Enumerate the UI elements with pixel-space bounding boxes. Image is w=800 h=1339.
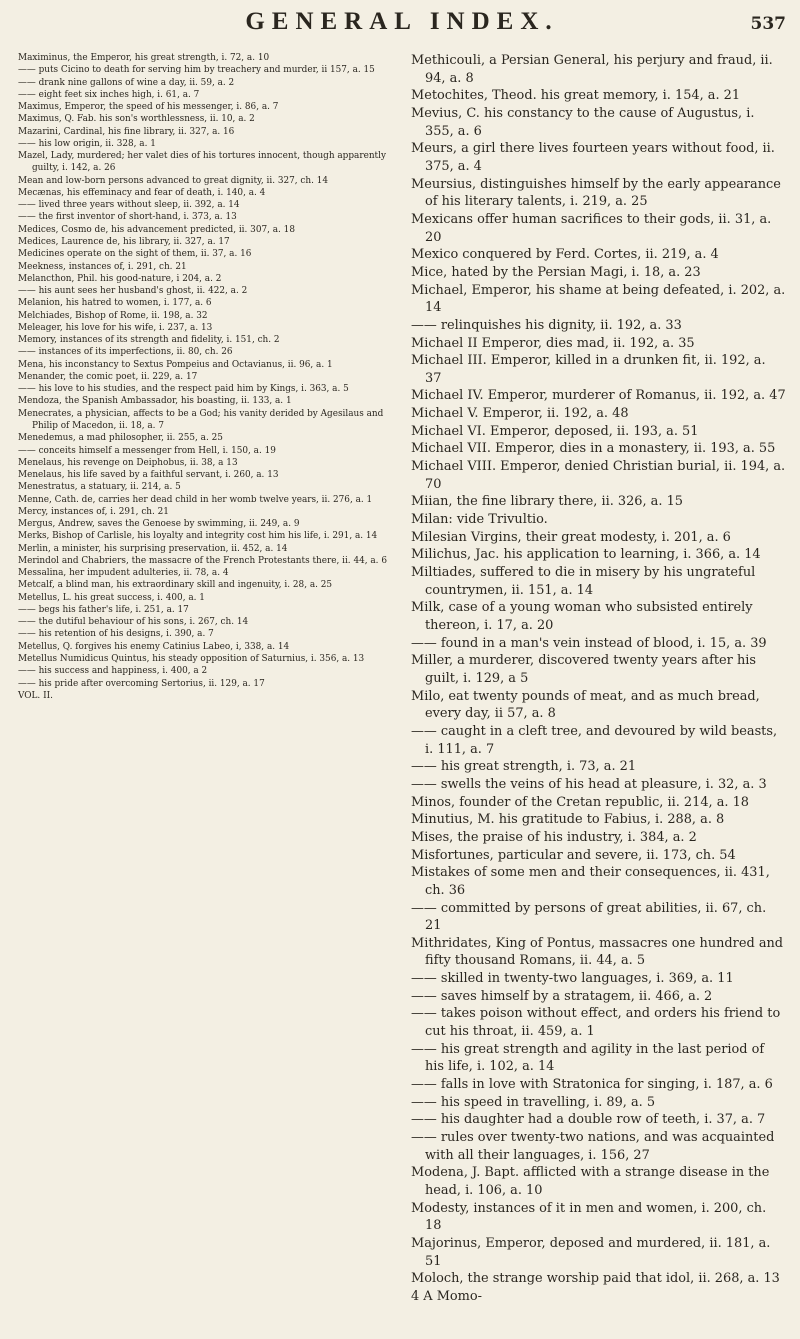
index-entry: Metellus, L. his great success, i. 400, a. 1 [18, 592, 205, 603]
index-entry: —— drank nine gallons of wine a day, ii. 59, a. 2 [18, 77, 235, 88]
index-entry: Mazarini, Cardinal, his fine library, ii. 327, a. 16 [18, 126, 235, 137]
index-entry: —— eight feet six inches high, i. 61, a. 7 [18, 89, 200, 100]
index-entry: Michael IV. Emperor, murderer of Romanus, ii. 192, a. 47 [411, 388, 786, 404]
index-entry: Menecrates, a physician, affects to be a God; his vanity derided by Agesilaus and Philip of Macedon, ii. 18, a. 7 [18, 408, 384, 431]
index-entry: Miian, the fine library there, ii. 326, a. 15 [411, 494, 683, 510]
index-entry: —— conceits himself a messenger from Hell, i. 150, a. 19 [18, 445, 276, 456]
index-entry: —— swells the veins of his head at pleasure, i. 32, a. 3 [411, 776, 767, 792]
index-entry: Methicouli, a Persian General, his perjury and fraud, ii. 94, a. 8 [411, 53, 773, 86]
index-entry: Mena, his inconstancy to Sextus Pompeius and Octavianus, ii. 96, a. 1 [18, 359, 333, 370]
index-entry: —— his great strength, i. 73, a. 21 [411, 759, 637, 775]
index-entry: Mexico conquered by Ferd. Cortes, ii. 219, a. 4 [411, 247, 719, 263]
index-entry: —— takes poison without effect, and orders his friend to cut his throat, ii. 459, a. 1 [411, 1006, 781, 1040]
index-entry: —— his aunt sees her husband's ghost, ii. 422, a. 2 [18, 286, 248, 297]
index-entry: Milk, case of a young woman who subsisted entirely thereon, i. 17, a. 20 [411, 600, 753, 633]
index-entry: Meurs, a girl there lives fourteen years without food, ii. 375, a. 4 [411, 141, 775, 174]
index-entry: —— his pride after overcoming Sertorius, ii. 129, a. 17 [18, 678, 265, 689]
index-entry: Menne, Cath. de, carries her dead child in her womb twelve years, ii. 276, a. 1 [18, 494, 373, 505]
index-entry: Merks, Bishop of Carlisle, his loyalty and integrity cost him his life, i. 291, a. 14 [18, 531, 378, 542]
index-entry: Menelaus, his life saved by a faithful servant, i. 260, a. 13 [18, 470, 279, 481]
index-entry: Melanion, his hatred to women, i. 177, a. 6 [18, 298, 212, 309]
index-entry: Merlin, a minister, his surprising preservation, ii. 452, a. 14 [18, 543, 288, 554]
index-entry: Majorinus, Emperor, deposed and murdered, ii. 181, a. 51 [411, 1235, 771, 1269]
index-entry: Mecænas, his effeminacy and fear of death, i. 140, a. 4 [18, 187, 266, 198]
index-entry: Meekness, instances of, i. 291, ch. 21 [18, 261, 187, 272]
index-entry: Modesty, instances of it in men and women, i. 200, ch. 18 [411, 1200, 767, 1234]
index-entry: Maximus, Q. Fab. his son's worthlessness, ii. 10, a. 2 [18, 114, 255, 125]
index-entry: —— his love to his studies, and the respect paid him by Kings, i. 363, a. 5 [18, 384, 349, 395]
index-entry: Metellus, Q. forgives his enemy Catinius Labeo, i, 338, a. 14 [18, 641, 290, 652]
index-entry: Minutius, M. his gratitude to Fabius, i. 288, a. 8 [411, 812, 725, 828]
index-entry: —— his retention of his designs, i. 390, a. 7 [18, 629, 214, 640]
index-entry: Miltiades, suffered to die in misery by his ungrateful countrymen, ii. 151, a. 14 [411, 565, 756, 598]
index-entry: —— his low origin, ii. 328, a. 1 [18, 138, 156, 149]
index-columns [18, 52, 786, 1306]
index-entry: Memory, instances of its strength and fidelity, i. 151, ch. 2 [18, 335, 280, 346]
index-entry: Meleager, his love for his wife, i. 237, a. 13 [18, 322, 213, 333]
page-number: 537 [750, 14, 786, 34]
index-entry: Mevius, C. his constancy to the cause of Augustus, i. 355, a. 6 [411, 105, 755, 139]
index-entry: Mice, hated by the Persian Magi, i. 18, a. 23 [411, 264, 701, 280]
index-entry: Maximinus, the Emperor, his great strength, i. 72, a. 10 [18, 53, 270, 63]
index-entry: Menelaus, his revenge on Deiphobus, ii. 38, a 13 [18, 457, 238, 468]
index-entry: —— falls in love with Stratonica for singing, i. 187, a. 6 [411, 1077, 773, 1093]
index-entry: VOL. II. [18, 690, 53, 701]
index-entry: —— instances of its imperfections, ii. 80, ch. 26 [18, 347, 233, 358]
index-entry: —— his great strength and agility in the last period of his life, i. 102, a. 14 [411, 1041, 765, 1075]
index-entry: Melchiades, Bishop of Rome, ii. 198, a. 32 [18, 310, 208, 321]
index-entry: Michael VII. Emperor, dies in a monastery, ii. 193, a. 55 [411, 441, 776, 457]
left-column [18, 52, 393, 1306]
page-title: GENERAL INDEX. [245, 8, 559, 35]
page-header [18, 8, 786, 52]
index-entry: —— found in a man's vein instead of blood, i. 15, a. 39 [411, 635, 767, 651]
index-entry: Mazel, Lady, murdered; her valet dies of his tortures innocent, though apparently guilty, i. 142, a. 26 [18, 151, 386, 174]
index-entry: Meursius, distinguishes himself by the early appearance of his literary talents, i. 219, a. 25 [411, 176, 781, 210]
index-entry: —— his success and happiness, i. 400, a 2 [18, 666, 208, 677]
index-entry: —— the first inventor of short-hand, i. 373, a. 13 [18, 212, 237, 223]
index-entry: Metochites, Theod. his great memory, i. 154, a. 21 [411, 88, 741, 104]
index-entry: —— his speed in travelling, i. 89, a. 5 [411, 1094, 656, 1110]
index-entry: Mendoza, the Spanish Ambassador, his boasting, ii. 133, a. 1 [18, 396, 292, 407]
index-entry: Miller, a murderer, discovered twenty years after his guilt, i. 129, a 5 [411, 653, 756, 686]
index-entry: —— rules over twenty-two nations, and was acquainted with all their languages, i. 156, 27 [411, 1130, 775, 1163]
right-column [411, 52, 786, 1306]
index-entry: —— puts Cicino to death for serving him by treachery and murder, ii 157, a. 15 [18, 65, 375, 76]
index-entry: Menedemus, a mad philosopher, ii. 255, a. 25 [18, 433, 223, 444]
index-entry: Mises, the praise of his industry, i. 384, a. 2 [411, 829, 697, 845]
index-entry: Medices, Laurence de, his library, ii. 327, a. 17 [18, 236, 230, 247]
index-entry: Metellus Numidicus Quintus, his steady opposition of Saturnius, i. 356, a. 13 [18, 654, 365, 665]
index-entry: Milo, eat twenty pounds of meat, and as much bread, every day, ii 57, a. 8 [411, 688, 760, 722]
index-entry: 4 A Momo- [411, 1288, 483, 1304]
index-entry: Maximus, Emperor, the speed of his messenger, i. 86, a. 7 [18, 102, 279, 113]
index-entry: Messalina, her impudent adulteries, ii. 78, a. 4 [18, 568, 229, 579]
index-entry: Mithridates, King of Pontus, massacres one hundred and fifty thousand Romans, ii. 44, a. 5 [411, 935, 784, 969]
index-entry: Michael, Emperor, his shame at being defeated, i. 202, a. 14 [411, 282, 786, 316]
index-entry: —— committed by persons of great abilities, ii. 67, ch. 21 [411, 900, 767, 934]
index-entry: Moloch, the strange worship paid that idol, ii. 268, a. 13 [411, 1271, 780, 1287]
index-entry: —— caught in a cleft tree, and devoured by wild beasts, i. 111, a. 7 [411, 723, 778, 757]
index-entry: Michael V. Emperor, ii. 192, a. 48 [411, 406, 629, 422]
index-entry: Mistakes of some men and their consequences, ii. 431, ch. 36 [411, 865, 770, 898]
index-entry: Minos, founder of the Cretan republic, ii. 214, a. 18 [411, 794, 750, 810]
index-entry: Mexicans offer human sacrifices to their gods, ii. 31, a. 20 [411, 211, 772, 245]
index-entry: Merindol and Chabriers, the massacre of the French Protestants there, ii. 44, a. 6 [18, 555, 387, 566]
index-entry: —— relinquishes his dignity, ii. 192, a. 33 [411, 317, 682, 333]
index-entry: Melancthon, Phil. his good-nature, i 204, a. 2 [18, 273, 222, 284]
index-entry: Michael VIII. Emperor, denied Christian burial, ii. 194, a. 70 [411, 459, 786, 492]
index-entry: Medicines operate on the sight of them, ii. 37, a. 16 [18, 249, 252, 260]
index-entry: Michael VI. Emperor, deposed, ii. 193, a. 51 [411, 423, 699, 439]
index-entry: Milesian Virgins, their great modesty, i. 201, a. 6 [411, 529, 731, 545]
index-entry: Michael III. Emperor, killed in a drunken fit, ii. 192, a. 37 [411, 353, 766, 386]
index-entry: —— the dutiful behaviour of his sons, i. 267, ch. 14 [18, 617, 249, 628]
index-entry: Metcalf, a blind man, his extraordinary skill and ingenuity, i. 28, a. 25 [18, 580, 333, 591]
index-entry: Misfortunes, particular and severe, ii. 173, ch. 54 [411, 847, 736, 863]
index-entry: —— skilled in twenty-two languages, i. 369, a. 11 [411, 971, 734, 987]
index-entry: Mean and low-born persons advanced to great dignity, ii. 327, ch. 14 [18, 175, 329, 186]
index-entry: —— lived three years without sleep, ii. 392, a. 14 [18, 200, 240, 211]
index-entry: —— begs his father's life, i. 251, a. 17 [18, 604, 189, 615]
index-entry: Medices, Cosmo de, his advancement predicted, ii. 307, a. 18 [18, 224, 295, 235]
index-entry: Mergus, Andrew, saves the Genoese by swimming, ii. 249, a. 9 [18, 519, 300, 530]
index-entry: —— his daughter had a double row of teeth, i. 37, a. 7 [411, 1112, 766, 1128]
index-entry: Menander, the comic poet, ii. 229, a. 17 [18, 371, 198, 382]
index-entry: —— saves himself by a stratagem, ii. 466, a. 2 [411, 988, 713, 1004]
index-entry: Milan: vide Trivultio. [411, 512, 548, 528]
index-entry: Michael II Emperor, dies mad, ii. 192, a. 35 [411, 335, 695, 351]
index-entry: Menestratus, a statuary, ii. 214, a. 5 [18, 482, 181, 493]
index-entry: Milichus, Jac. his application to learning, i. 366, a. 14 [411, 547, 761, 563]
index-entry: Mercy, instances of, i. 291, ch. 21 [18, 506, 169, 517]
index-entry: Modena, J. Bapt. afflicted with a strange disease in the head, i. 106, a. 10 [411, 1165, 770, 1198]
